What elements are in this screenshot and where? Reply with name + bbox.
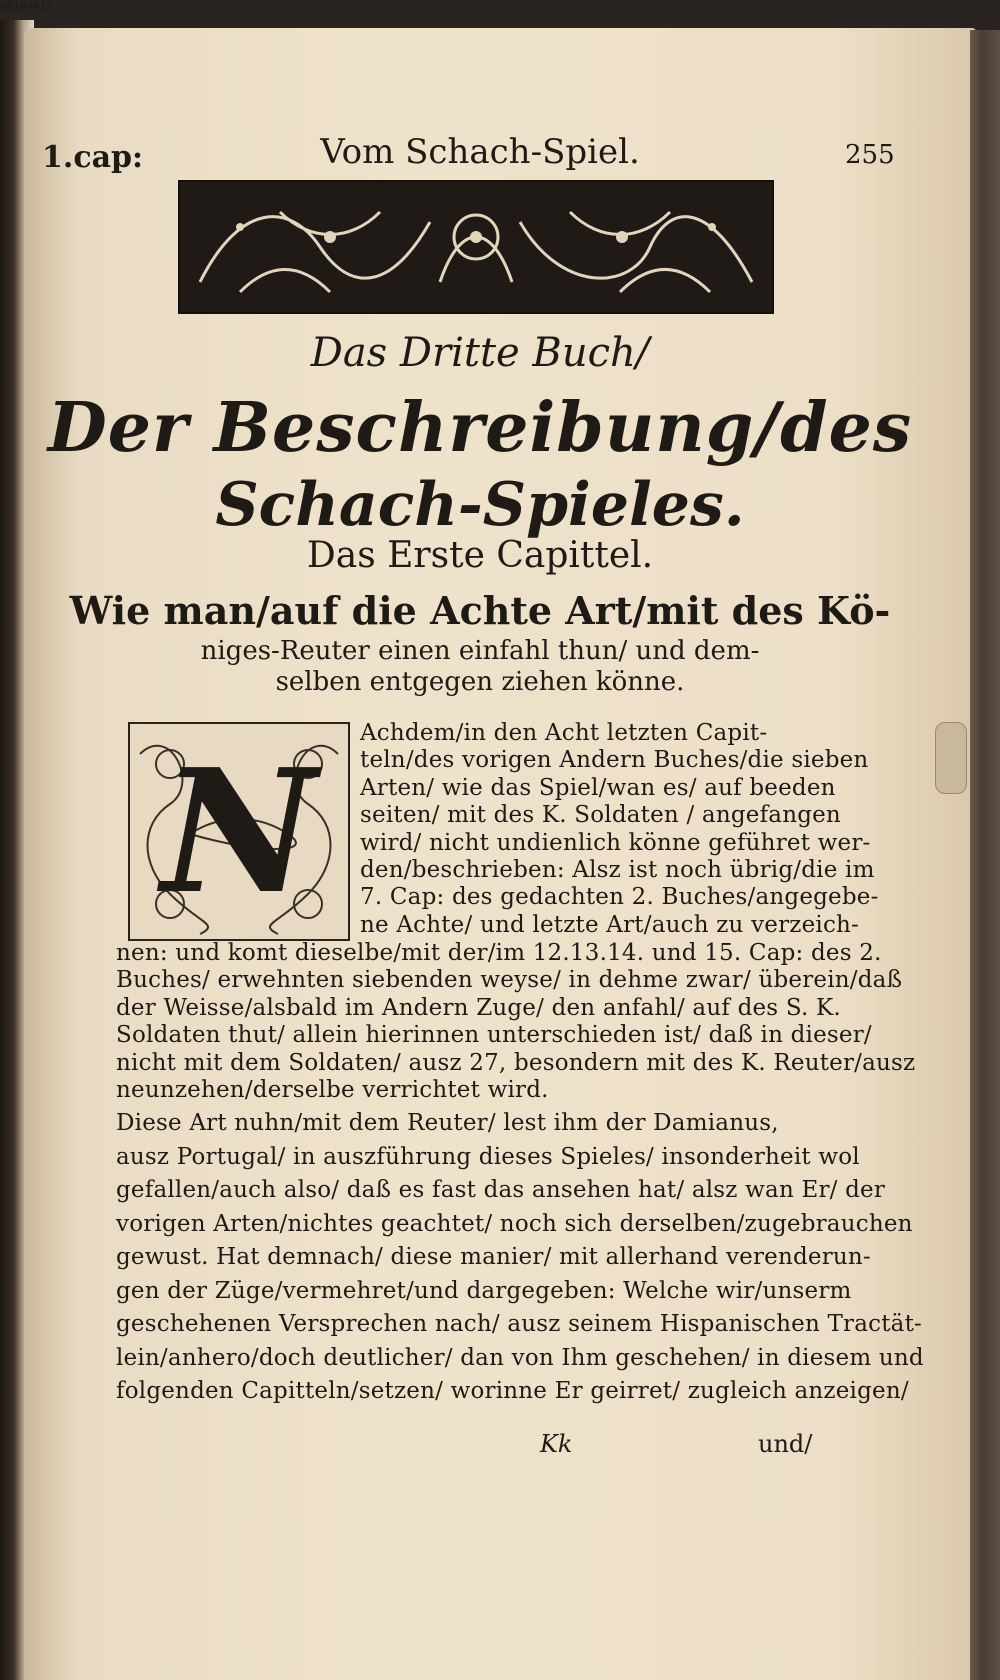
initial-letter-glyph: N [161, 731, 317, 932]
paragraph-1-indented-line: teln/des vorigen Andern Buches/die sieben [360, 747, 869, 774]
page-number: 255 [845, 140, 895, 170]
scan-id-label: 00104417 [0, 0, 53, 13]
paragraph-1-indented-line: seiten/ mit des K. Soldaten / angefangen [360, 802, 841, 829]
signature-mark: Kk [540, 1430, 573, 1458]
paragraph-1-indented-line: den/beschrieben: Alsz ist noch übrig/die im [360, 857, 875, 883]
paragraph-1-indented-line: Arten/ wie das Spiel/wan es/ auf beeden [360, 774, 836, 801]
paragraph-2-line: lein/anhero/doch deutlicher/ dan von Ihm geschehen/ in diesem und [116, 1344, 924, 1371]
paragraph-1-line: neunzehen/derselbe verrichtet wird. [116, 1077, 549, 1103]
paragraph-1-indented-line: wird/ nicht undienlich könne geführet wer- [360, 829, 871, 856]
running-head-title: Vom Schach-Spiel. [320, 132, 640, 172]
book-label: Das Dritte Buch/ [310, 330, 650, 376]
main-title-line2: Schach-Spieles. [215, 470, 745, 540]
paragraph-2-line: gewust. Hat demnach/ diese manier/ mit allerhand verenderun- [116, 1244, 871, 1270]
catchword: und/ [758, 1430, 813, 1458]
page-fore-edge [970, 30, 1000, 1680]
woodcut-ornament-band [178, 180, 774, 314]
paragraph-1-line: Soldaten thut/ allein hierinnen unterschieden ist/ daß in dieser/ [116, 1022, 872, 1049]
chapter-subheading-line3: selben entgegen ziehen könne. [275, 667, 685, 697]
paragraph-1-line: nicht mit dem Soldaten/ ausz 27, besondern mit des K. Reuter/ausz [116, 1049, 916, 1076]
main-title-line1: Der Beschreibung/des [47, 388, 913, 468]
paragraph-2-line: geschehenen Versprechen nach/ ausz seinem Hispanischen Tractät- [116, 1311, 922, 1337]
decorated-initial-letter [128, 722, 350, 941]
paragraph-1-line: nen: und komt dieselbe/mit der/im 12.13.14. und 15. Cap: des 2. [116, 940, 882, 966]
paragraph-2-line: Diese Art nuhn/mit dem Reuter/ lest ihm der Damianus, [116, 1110, 779, 1136]
chapter-subheading-line1: Wie man/auf die Achte Art/mit des Kö- [69, 588, 891, 633]
paragraph-2-line: gefallen/auch also/ daß es fast das ansehen hat/ alsz wan Er/ der [116, 1177, 886, 1203]
paragraph-2-line: ausz Portugal/ in auszführung dieses Spieles/ insonderheit wol [116, 1143, 860, 1170]
paragraph-1-line: Buches/ erwehnten siebenden weyse/ in dehme zwar/ überein/daß [116, 967, 903, 994]
paragraph-1-line: der Weisse/alsbald im Andern Zuge/ den anfahl/ auf des S. K. [116, 994, 841, 1021]
paragraph-2-line: vorigen Arten/nichtes geachtet/ noch sich derselben/zugebrauchen [116, 1210, 913, 1237]
paragraph-2-line: folgenden Capitteln/setzen/ worinne Er geirret/ zugleich anzeigen/ [116, 1378, 909, 1404]
running-head-chapter: 1.cap: [42, 140, 144, 175]
chapter-heading: Das Erste Capittel. [306, 535, 654, 576]
bookmark-tab [935, 722, 967, 794]
paragraph-1-indented-line: 7. Cap: des gedachten 2. Buches/angegebe- [360, 884, 879, 911]
paragraph-1-indented-line: ne Achte/ und letzte Art/auch zu verzeich- [360, 911, 860, 938]
paragraph-2-line: gen der Züge/vermehret/und dargegeben: Welche wir/unserm [116, 1277, 852, 1304]
chapter-subheading-line2: niges-Reuter einen einfahl thun/ und dem- [200, 636, 760, 666]
paragraph-1-indented-line: Achdem/in den Acht letzten Capit- [360, 720, 768, 746]
